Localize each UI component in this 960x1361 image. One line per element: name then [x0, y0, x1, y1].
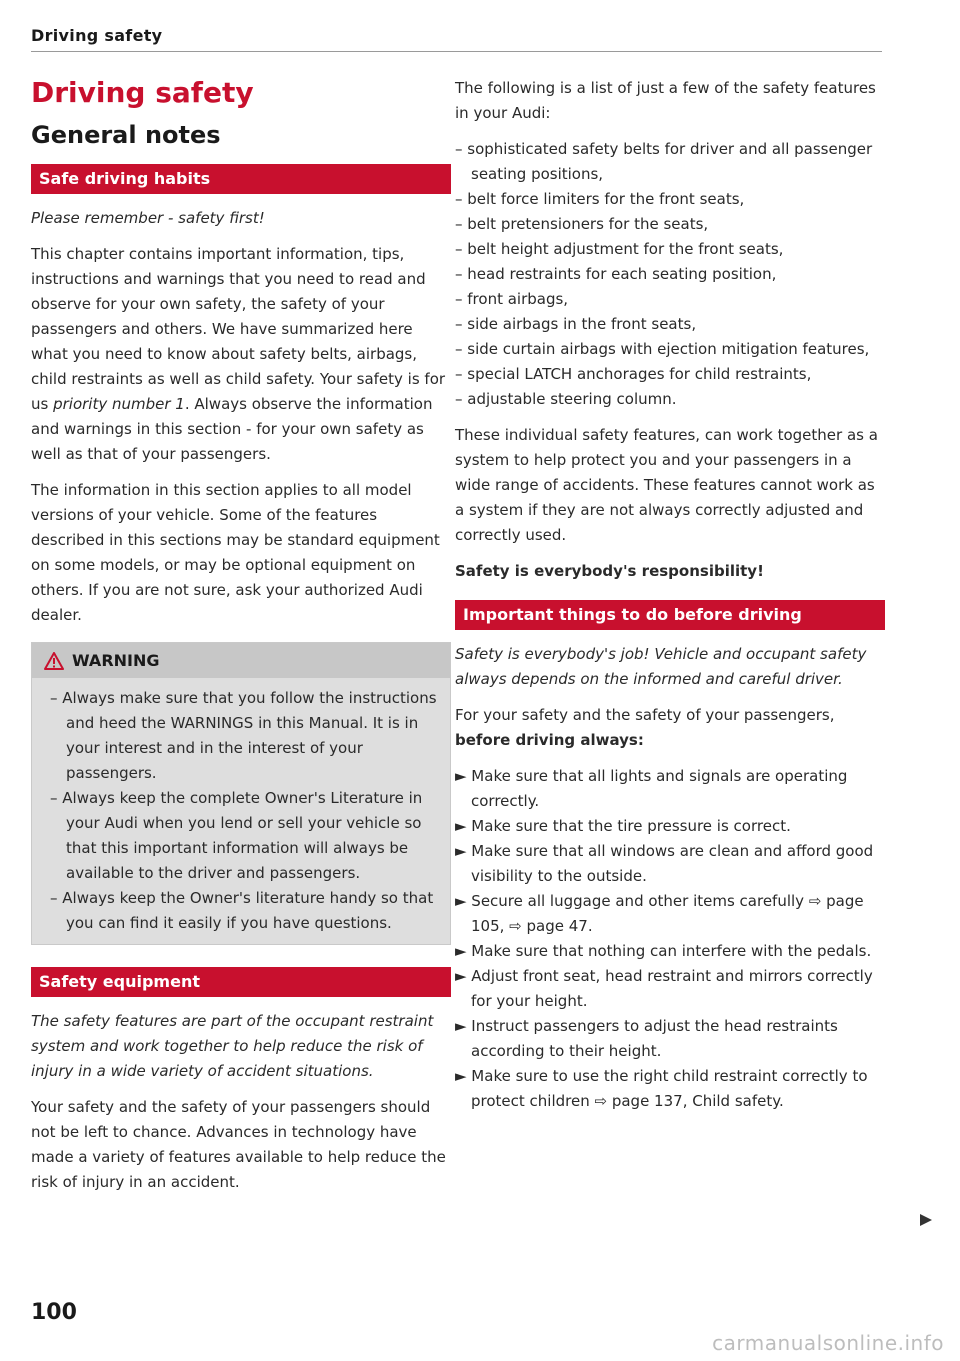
list-item: – side curtain airbags with ejection mitigation features,	[455, 340, 870, 358]
step-item: ► Adjust front seat, head restraint and mirrors correctly for your height.	[455, 967, 873, 1010]
step-item: ► Make sure that the tire pressure is correct.	[455, 817, 791, 835]
habits-intro: Please remember - safety first!	[31, 209, 265, 227]
continue-arrow-icon	[918, 1213, 934, 1227]
before-driving-heading: Important things to do before driving	[455, 600, 885, 630]
habits-para1-text-b: . Always observe the information and warnings in this section - for your own safety as well as that of your passengers.	[31, 395, 433, 463]
before-driving-lead	[455, 703, 885, 753]
lead-text: For your safety and the safety of your passengers,	[455, 706, 835, 724]
before-driving-intro: Safety is everybody's job! Vehicle and occupant safety always depends on the informed and careful driver.	[455, 645, 867, 688]
warning-label: WARNING	[72, 651, 160, 670]
habits-paragraph-1	[31, 242, 451, 467]
list-item: – front airbags,	[455, 290, 569, 308]
features-intro: The following is a list of just a few of the safety features in your Audi:	[455, 79, 876, 122]
step-item-page-links[interactable]: ► Secure all luggage and other items carefully ⇨ page 105, ⇨ page 47.	[455, 892, 864, 935]
list-item: – belt force limiters for the front seats,	[455, 190, 745, 208]
step-item: ► Make sure that all windows are clean and afford good visibility to the outside.	[455, 842, 874, 885]
page-number: 100	[31, 1300, 77, 1325]
list-item: – sophisticated safety belts for driver and all passenger seating positions,	[455, 140, 873, 183]
warning-item: – Always keep the Owner's literature handy so that you can find it easily if you have questions.	[50, 889, 434, 932]
habits-para1-emphasis: priority number 1	[53, 395, 185, 413]
habits-paragraph-2: The information in this section applies to all model versions of your vehicle. Some of the features described in this sections may be standard equipment on some models, or may be optional equipment on others. If you are not sure, ask your authorized Audi dealer.	[31, 481, 440, 624]
step-item: ► Make sure that all lights and signals are operating correctly.	[455, 767, 848, 810]
equipment-paragraph: Your safety and the safety of your passengers should not be left to chance. Advances in technology have made a variety of features available to help reduce the risk of injury in an accident.	[31, 1098, 446, 1191]
section-title: General notes	[31, 121, 221, 149]
warning-header	[32, 643, 450, 678]
step-item-child-safety-link[interactable]: ► Make sure to use the right child restraint correctly to protect children ⇨ page 137, Child safety.	[455, 1067, 868, 1110]
habits-para1-text-a: This chapter contains important information, tips, instructions and warnings that you need to read and observe for your own safety, the safety of your passengers and others. We have summarized here what you need to know about safety belts, airbags, child restraints as well as child safety. Your safety is for us	[31, 245, 446, 413]
warning-body	[32, 678, 450, 944]
list-item: – belt pretensioners for the seats,	[455, 215, 709, 233]
lead-bold: before driving always:	[455, 731, 644, 749]
watermark-text: carmanualsonline.info	[712, 1331, 944, 1355]
before-driving-steps	[455, 764, 885, 1114]
warning-item: – Always make sure that you follow the instructions and heed the WARNINGS in this Manual. It is in your interest and in the interest of your passengers.	[50, 689, 437, 782]
safety-equipment-heading: Safety equipment	[31, 967, 451, 997]
features-list	[455, 137, 885, 412]
safe-driving-habits-heading: Safe driving habits	[31, 164, 451, 194]
list-item: – special LATCH anchorages for child restraints,	[455, 365, 812, 383]
list-item: – head restraints for each seating position,	[455, 265, 777, 283]
list-item: – adjustable steering column.	[455, 390, 677, 408]
step-item: ► Instruct passengers to adjust the head restraints according to their height.	[455, 1017, 838, 1060]
warning-item: – Always keep the complete Owner's Literature in your Audi when you lend or sell your vehicle so that this important information will always be available to the driver and passengers.	[50, 789, 423, 882]
list-item: – belt height adjustment for the front seats,	[455, 240, 784, 258]
right-column	[455, 70, 885, 1125]
running-header: Driving safety	[31, 26, 163, 45]
chapter-title: Driving safety	[31, 76, 254, 109]
warning-box	[31, 642, 451, 945]
features-paragraph: These individual safety features, can work together as a system to help protect you and your passengers in a wide range of accidents. These features cannot work as a system if they are not always correctly adjusted and correctly used.	[455, 426, 878, 544]
left-column	[31, 70, 451, 1206]
warning-triangle-icon	[44, 652, 64, 670]
equipment-intro: The safety features are part of the occupant restraint system and work together to help reduce the risk of injury in a wide variety of accident situations.	[31, 1012, 434, 1080]
step-item: ► Make sure that nothing can interfere with the pedals.	[455, 942, 872, 960]
responsibility-heading: Safety is everybody's responsibility!	[455, 562, 764, 580]
list-item: – side airbags in the front seats,	[455, 315, 697, 333]
header-divider	[31, 51, 882, 52]
